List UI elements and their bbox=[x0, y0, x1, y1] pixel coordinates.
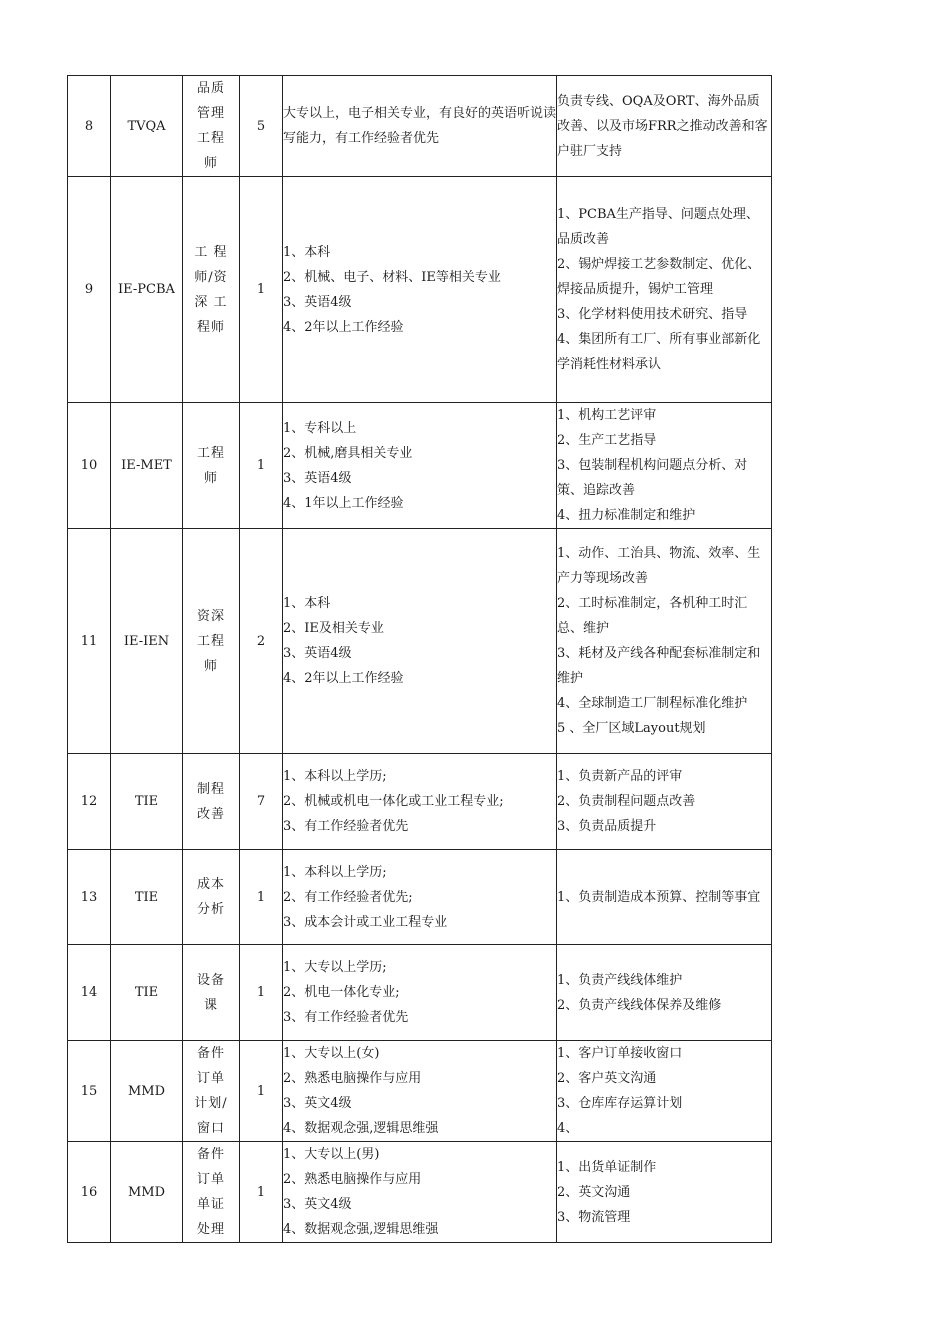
table-row bbox=[68, 1142, 772, 1243]
headcount: 1 bbox=[240, 945, 283, 1041]
department: MMD bbox=[111, 1142, 183, 1243]
table-row bbox=[68, 945, 772, 1041]
headcount: 1 bbox=[240, 403, 283, 529]
position: 制程 改善 bbox=[183, 754, 240, 850]
table-row bbox=[68, 403, 772, 529]
requirements: 1、本科 2、IE及相关专业 3、英语4级 4、2年以上工作经验 bbox=[283, 529, 557, 754]
duties: 1、负责产线线体维护 2、负责产线线体保养及维修 bbox=[557, 945, 772, 1041]
department: TIE bbox=[111, 945, 183, 1041]
duties: 负责专线、OQA及ORT、海外品质改善、以及市场FRR之推动改善和客户驻厂支持 bbox=[557, 76, 772, 177]
duties: 1、动作、工治具、物流、效率、生产力等现场改善 2、工时标准制定，各机种工时汇总、维护 3、耗材及产线各种配套标准制定和维护 4、全球制造工厂制程标准化维护 5 、全厂区域Layout规划 bbox=[557, 529, 772, 754]
headcount: 5 bbox=[240, 76, 283, 177]
row-number: 15 bbox=[68, 1041, 111, 1142]
position: 资深 工程 师 bbox=[183, 529, 240, 754]
duties: 1、机构工艺评审 2、生产工艺指导 3、包装制程机构问题点分析、对策、追踪改善 4、扭力标准制定和维护 bbox=[557, 403, 772, 529]
table-row bbox=[68, 76, 772, 177]
headcount: 1 bbox=[240, 1142, 283, 1243]
row-number: 8 bbox=[68, 76, 111, 177]
row-number: 11 bbox=[68, 529, 111, 754]
position: 品质 管理 工程 师 bbox=[183, 76, 240, 177]
duties: 1、PCBA生产指导、问题点处理、品质改善 2、锡炉焊接工艺参数制定、优化、焊接品质提升，锡炉工管理 3、化学材料使用技术研究、指导 4、集团所有工厂、所有事业部新化学消耗性材料承认 bbox=[557, 177, 772, 403]
table-row bbox=[68, 850, 772, 945]
table-row bbox=[68, 754, 772, 850]
position: 工 程 师/资 深 工 程师 bbox=[183, 177, 240, 403]
headcount: 1 bbox=[240, 850, 283, 945]
requirements: 大专以上，电子相关专业，有良好的英语听说读写能力，有工作经验者优先 bbox=[283, 76, 557, 177]
duties: 1、负责制造成本预算、控制等事宜 bbox=[557, 850, 772, 945]
row-number: 10 bbox=[68, 403, 111, 529]
position: 工程 师 bbox=[183, 403, 240, 529]
headcount: 2 bbox=[240, 529, 283, 754]
requirements: 1、大专以上(女) 2、熟悉电脑操作与应用 3、英文4级 4、数据观念强,逻辑思维强 bbox=[283, 1041, 557, 1142]
duties: 1、负责新产品的评审 2、负责制程问题点改善 3、负责品质提升 bbox=[557, 754, 772, 850]
department: TIE bbox=[111, 850, 183, 945]
department: IE-MET bbox=[111, 403, 183, 529]
headcount: 1 bbox=[240, 177, 283, 403]
headcount: 7 bbox=[240, 754, 283, 850]
headcount: 1 bbox=[240, 1041, 283, 1142]
requirements: 1、本科以上学历; 2、有工作经验者优先; 3、成本会计或工业工程专业 bbox=[283, 850, 557, 945]
requirements: 1、大专以上(男) 2、熟悉电脑操作与应用 3、英文4级 4、数据观念强,逻辑思维强 bbox=[283, 1142, 557, 1243]
requirements: 1、本科 2、机械、电子、材料、IE等相关专业 3、英语4级 4、2年以上工作经验 bbox=[283, 177, 557, 403]
recruitment-table bbox=[67, 75, 772, 1243]
table-row bbox=[68, 177, 772, 403]
duties: 1、客户订单接收窗口 2、客户英文沟通 3、仓库库存运算计划 4、 bbox=[557, 1041, 772, 1142]
duties: 1、出货单证制作 2、英文沟通 3、物流管理 bbox=[557, 1142, 772, 1243]
row-number: 13 bbox=[68, 850, 111, 945]
position: 设备 课 bbox=[183, 945, 240, 1041]
department: MMD bbox=[111, 1041, 183, 1142]
position: 备件 订单 单证 处理 bbox=[183, 1142, 240, 1243]
table-row bbox=[68, 529, 772, 754]
requirements: 1、本科以上学历; 2、机械或机电一体化或工业工程专业; 3、有工作经验者优先 bbox=[283, 754, 557, 850]
requirements: 1、大专以上学历; 2、机电一体化专业; 3、有工作经验者优先 bbox=[283, 945, 557, 1041]
row-number: 16 bbox=[68, 1142, 111, 1243]
row-number: 12 bbox=[68, 754, 111, 850]
department: IE-IEN bbox=[111, 529, 183, 754]
requirements: 1、专科以上 2、机械,磨具相关专业 3、英语4级 4、1年以上工作经验 bbox=[283, 403, 557, 529]
row-number: 9 bbox=[68, 177, 111, 403]
table-row bbox=[68, 1041, 772, 1142]
department: TVQA bbox=[111, 76, 183, 177]
position: 成本 分析 bbox=[183, 850, 240, 945]
position: 备件 订单 计划/ 窗口 bbox=[183, 1041, 240, 1142]
department: IE-PCBA bbox=[111, 177, 183, 403]
department: TIE bbox=[111, 754, 183, 850]
row-number: 14 bbox=[68, 945, 111, 1041]
